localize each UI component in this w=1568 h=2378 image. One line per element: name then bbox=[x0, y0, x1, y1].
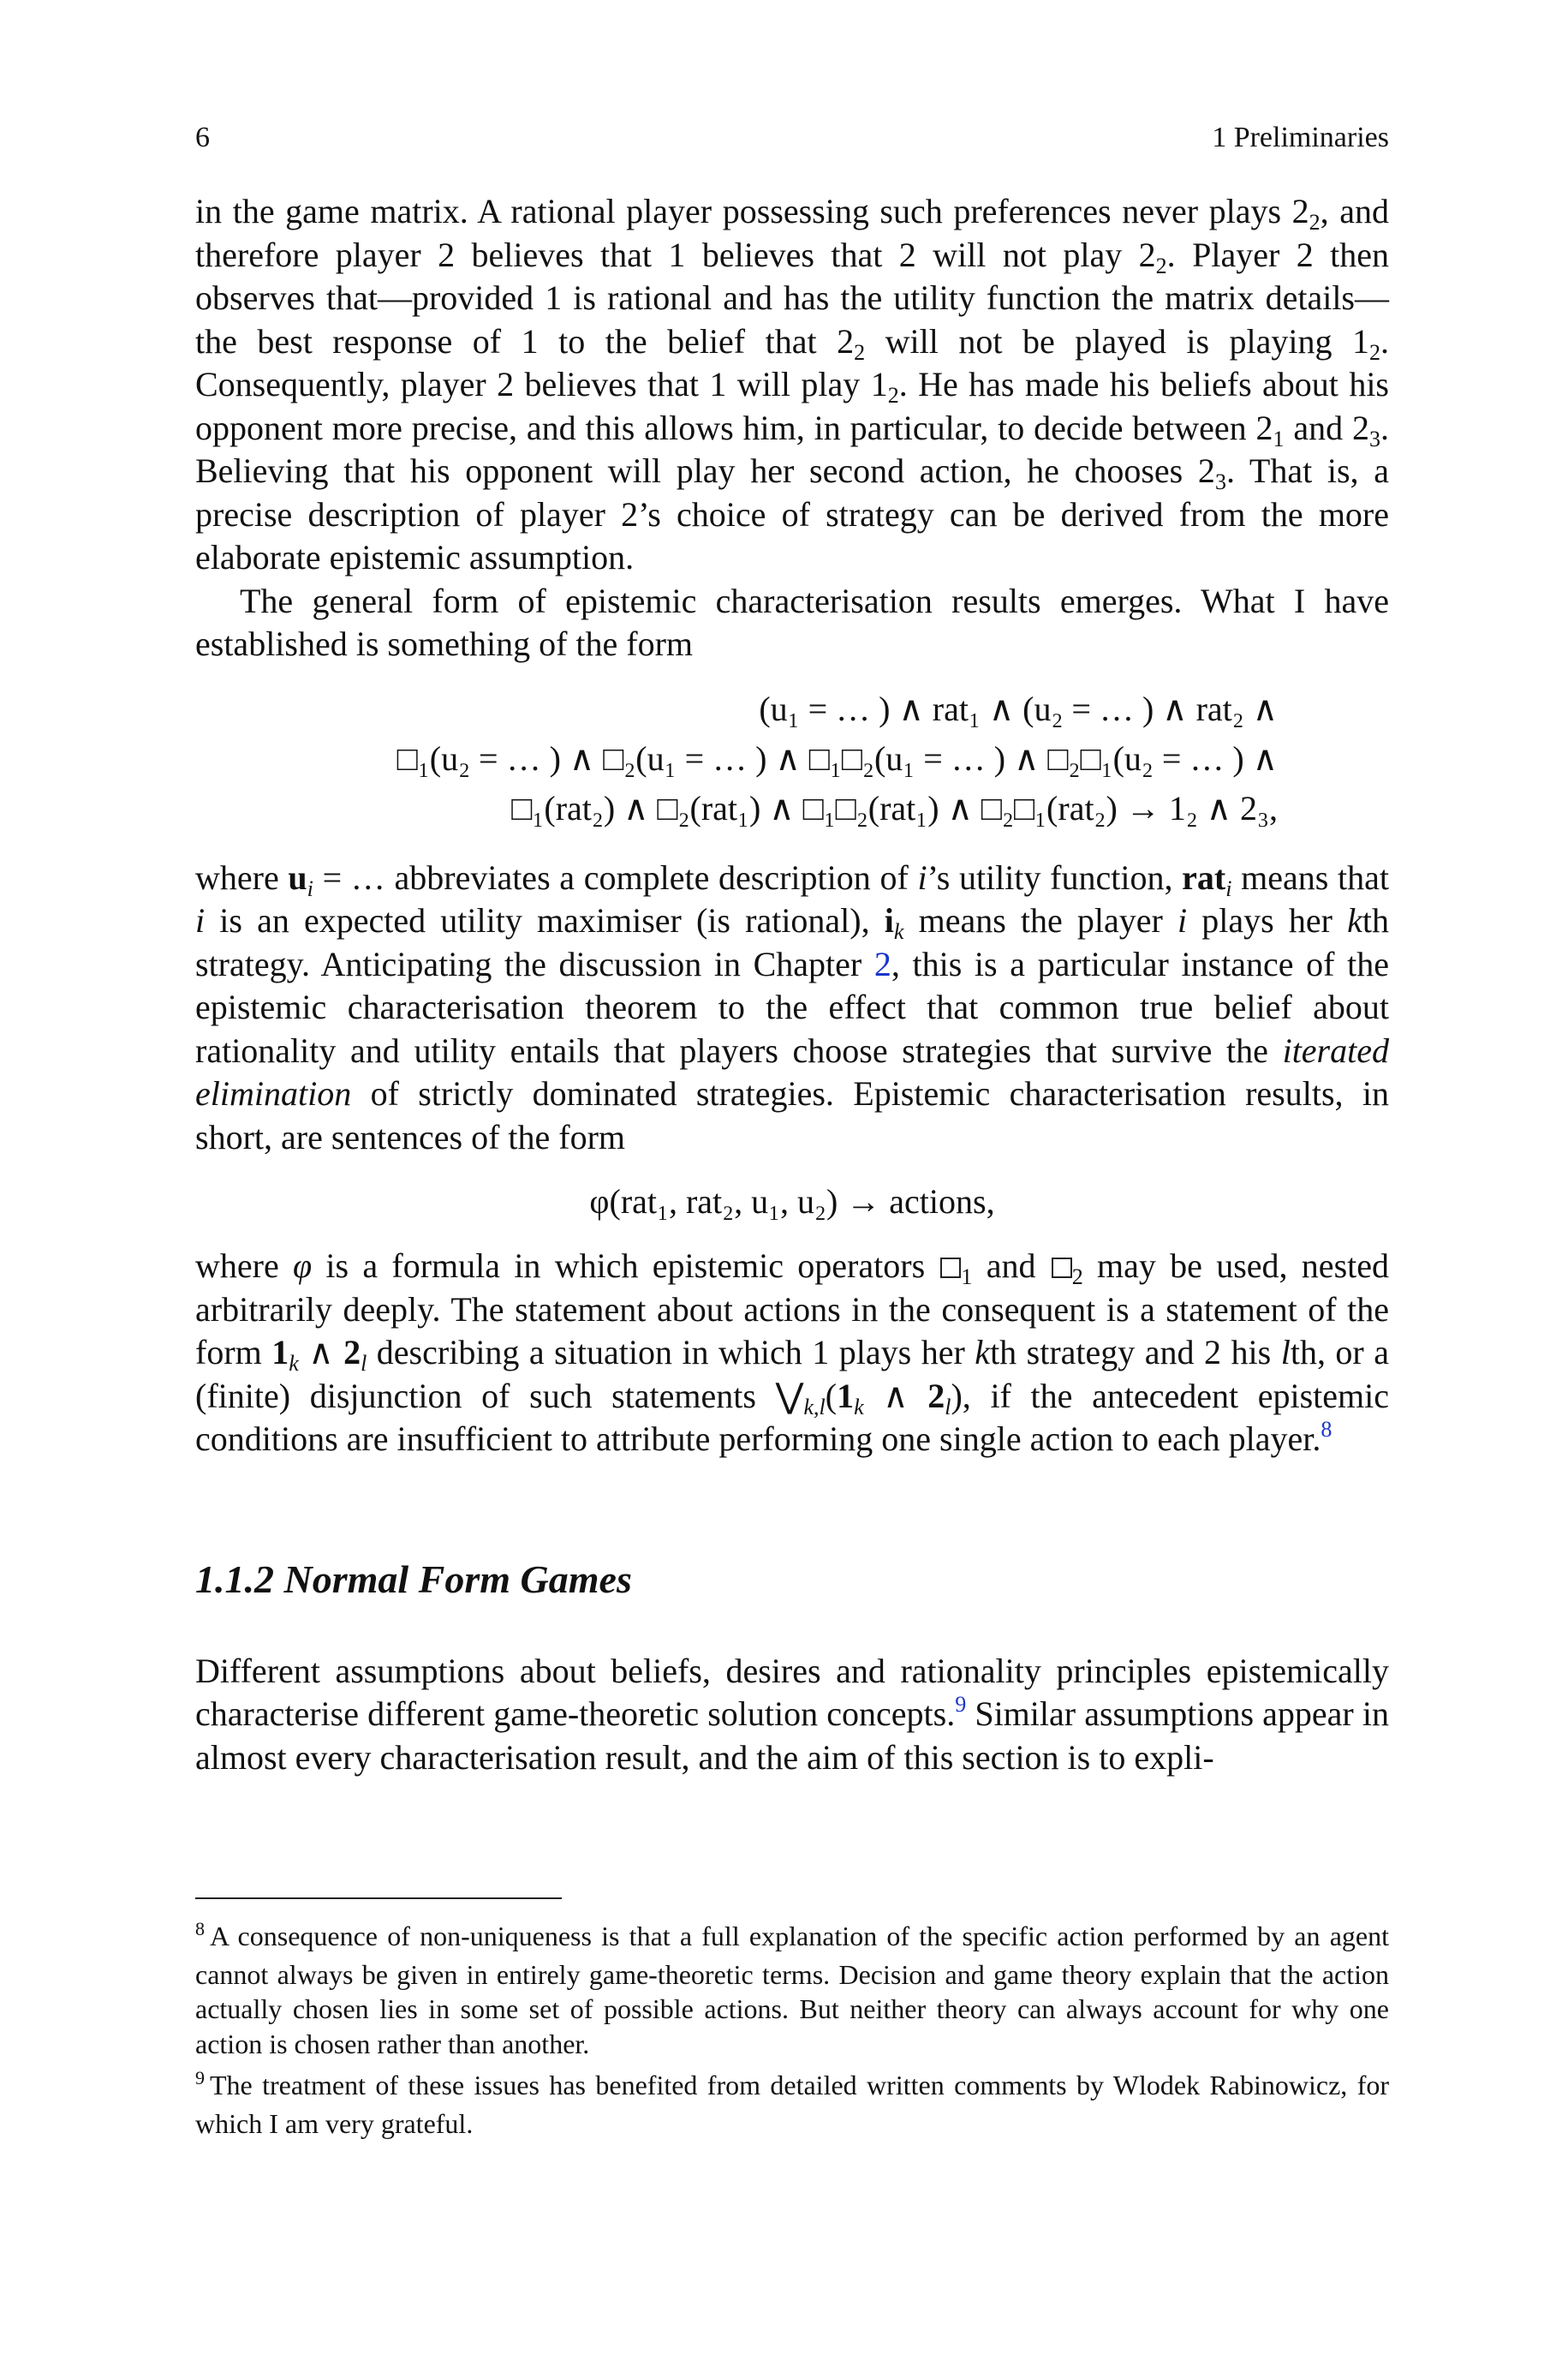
running-head: 1 Preliminaries bbox=[1212, 122, 1389, 153]
box-operator-icon bbox=[1052, 1258, 1072, 1278]
footnote-ref-9[interactable]: 9 bbox=[955, 1692, 967, 1717]
formula-line-2: □₁(u₂ = … ) ∧ □₂(u₁ = … ) ∧ □₁□₂(u₁ = … ) ∧ □₂□₁(u₂ = … ) ∧ bbox=[396, 738, 1278, 778]
footnote-9: $^9$ The treatment of these issues has benefited from detailed written comments by Wlodek Rabinowicz, for which I am very grateful. bbox=[195, 2067, 1389, 2139]
page-number: 6 bbox=[195, 122, 210, 153]
box-operator-icon bbox=[940, 1258, 961, 1278]
footnote-8: $^8$ A consequence of non-uniqueness is that a full explanation of the specific action performed by an agent cannot always be given in entirely game-theoretic terms. Decision and game theory explain that the action actually chosen lies in some set of possible actions. But neither theory can always account for why one action is chosen rather than another. bbox=[195, 1918, 1389, 2059]
display-formula-general: φ(rat₁, rat₂, u₁, u₂) → actions, bbox=[589, 1182, 995, 1221]
footnote-rule bbox=[195, 1897, 562, 1899]
main-text bbox=[195, 190, 1389, 1779]
footnote-ref-8[interactable]: 8 bbox=[1321, 1417, 1333, 1442]
formula-line-1: (u₁ = … ) ∧ rat₁ ∧ (u₂ = … ) ∧ rat₂ ∧ bbox=[759, 689, 1278, 728]
paragraph-5: Different assumptions about beliefs, desires and rationality principles epistemically characterise different game-theoretic solution concepts.$^9$ Similar assumptions appear in almost every characterisation result, and the aim of this section is to expli- bbox=[195, 1651, 1389, 1777]
display-formula-characterisation bbox=[195, 684, 1389, 838]
paragraph-3: where $u_i$ = … abbreviates a complete description of i’s utility function, rat$_i$ means that i is an expected utility maximiser (is rational), $i_k$ means the player i plays her kth strategy. Anticipating the discussion in Chapter 2, this is a particular instance of the epistemic characterisation theorem to the effect that common true belief about rationality and utility entails that players choose strategies that survive the iterated elimination of strictly dominated strategies. Epistemic characterisation results, in short, are sentences of the form bbox=[195, 857, 1390, 1156]
paragraph-4: where φ is a formula in which epistemic operators $_1$ and $_2$ may be used, nested arbitrarily deeply. The statement about actions in the consequent is a statement of the form $1_k$ ∧ $2_l$ describing a situation in which 1 plays her kth strategy and 2 his lth, or a (finite) disjunction of such statements $⋁_{k,l}(1_k$ ∧ $2_l$), if the antecedent epistemic conditions are insufficient to attribute performing one single action to each player.$^8$ bbox=[195, 1246, 1390, 1458]
paragraph-2: The general form of epistemic characterisation results emerges. What I have established is something of the form bbox=[195, 581, 1389, 663]
paragraph-1: in the game matrix. A rational player possessing such preferences never plays $2_2$, and therefore player 2 believes that 1 believes that 2 will not play $2_2$. Player 2 then observes that—provided 1 is rational and has the utility function the matrix details—the best response of 1 to the belief that $2_2$ will not be played is playing $1_2$. Consequently, player 2 believes that 1 will play $1_2$. He has made his beliefs about his opponent more precise, and this allows him, in particular, to decide between $2_1$ and $2_3$. Believing that his opponent will play her second action, he chooses $2_3$. That is, a precise description of player 2’s choice of strategy can be derived from the more elaborate epistemic assumption. bbox=[195, 192, 1389, 577]
formula-line-3: □₁(rat₂) ∧ □₂(rat₁) ∧ □₁□₂(rat₁) ∧ □₂□₁(rat₂) → 1₂ ∧ 2₃, bbox=[511, 788, 1278, 828]
chapter-link[interactable]: 2 bbox=[873, 944, 891, 983]
section-heading: 1.1.2 Normal Form Games bbox=[195, 1556, 632, 1601]
footnotes bbox=[195, 1919, 1389, 2148]
